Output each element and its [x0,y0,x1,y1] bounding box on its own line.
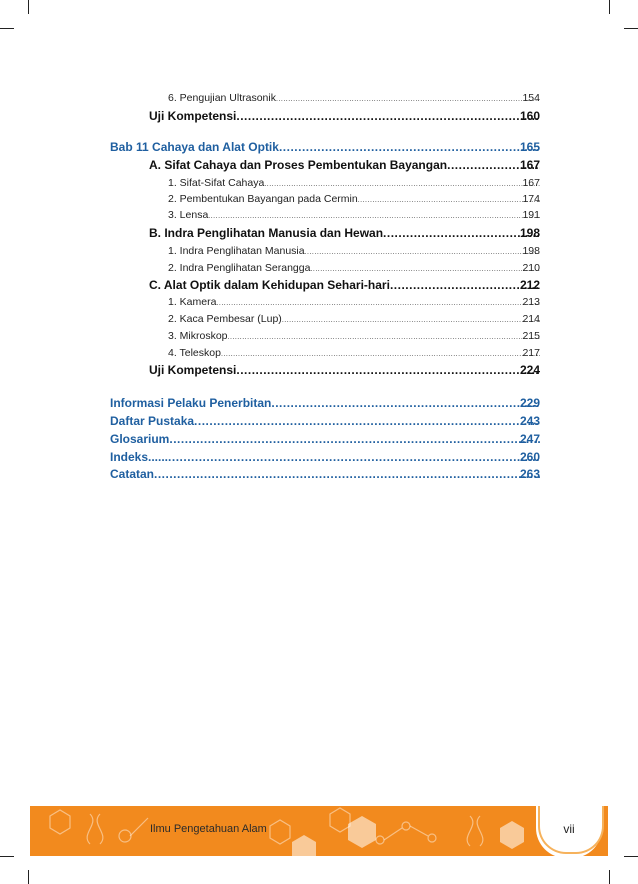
toc-entry-label: 6. Pengujian Ultrasonik [168,92,276,104]
toc-entry-label: 2. Indra Penglihatan Serangga [168,262,311,274]
toc-entry[interactable] [149,158,540,172]
science-pattern-icon [30,806,608,856]
toc-entry-label: Uji Kompetensi [149,109,237,123]
toc-entry[interactable] [110,396,540,410]
toc-entry-page: 210 [522,262,540,274]
toc-entry[interactable] [110,432,540,446]
toc-entry-label: Glosarium [110,432,170,446]
crop-mark [609,0,610,14]
toc-entry[interactable] [168,209,540,221]
crop-mark [28,870,29,884]
toc-entry[interactable] [168,313,540,325]
crop-mark [624,856,638,857]
toc-entry-page: 263 [519,467,540,481]
toc-entry[interactable] [168,177,540,189]
crop-mark [0,856,14,857]
toc-entry-page: 174 [522,193,540,205]
toc-entry[interactable] [110,450,540,464]
toc-entry[interactable] [149,278,540,292]
toc-entry-label: C. Alat Optik dalam Kehidupan Sehari-hari [149,278,390,292]
toc-entry[interactable] [168,347,540,359]
toc-entry-label: Uji Kompetensi [149,363,237,377]
toc-entry[interactable] [168,296,540,308]
crop-mark [609,870,610,884]
toc-entry[interactable] [168,92,540,104]
toc-entry[interactable] [149,226,540,240]
toc-entry-label: B. Indra Penglihatan Manusia dan Hewan [149,226,384,240]
crop-mark [0,28,14,29]
toc-entry-page: 214 [522,313,540,325]
toc-entry-label: 1. Indra Penglihatan Manusia [168,245,305,257]
page-number: vii [563,822,575,836]
toc-entry-page: 243 [519,414,540,428]
toc-entry-page: 198 [519,226,540,240]
toc-entry-page: 212 [519,278,540,292]
toc-entry-page: 260 [519,450,540,464]
toc-entry-page: 191 [522,209,540,221]
toc-entry-page: 167 [519,158,540,172]
toc-entry-label: Informasi Pelaku Penerbitan [110,396,272,410]
toc-entry-label: 2. Kaca Pembesar (Lup) [168,313,282,325]
toc-entry-page: 229 [519,396,540,410]
toc-entry-label: 3. Lensa [168,209,209,221]
toc-entry-label: Daftar Pustaka [110,414,195,428]
toc-entry-page: 217 [522,347,540,359]
crop-mark [624,28,638,29]
toc-entry[interactable] [110,467,540,481]
footer-band [30,806,608,856]
toc-entry-page: 215 [522,330,540,342]
toc-entry-page: 224 [519,363,540,377]
toc-entry-page: 160 [519,109,540,123]
toc-entry-label: 2. Pembentukan Bayangan pada Cermin [168,193,358,205]
toc-entry-page: 154 [522,92,540,104]
crop-mark [28,0,29,14]
toc-entry-page: 167 [522,177,540,189]
toc-entry[interactable] [110,414,540,428]
toc-entry-page: 165 [519,140,540,154]
toc-entry-label: Indeks...... [110,450,169,464]
toc-entry-page: 213 [522,296,540,308]
toc-entry[interactable] [168,193,540,205]
toc-entry[interactable] [110,140,540,154]
toc-entry[interactable] [149,109,540,123]
toc-entry-page: 247 [519,432,540,446]
toc-entry[interactable] [168,245,540,257]
toc-entry-label: Bab 11 Cahaya dan Alat Optik [110,140,279,154]
toc-entry-label: 1. Kamera [168,296,217,308]
toc-entry-label: Catatan [110,467,155,481]
toc-entry[interactable] [149,363,540,377]
toc-entry-label: 1. Sifat-Sifat Cahaya [168,177,265,189]
book-title: Ilmu Pengetahuan Alam [150,823,267,835]
toc-entry-page: 198 [522,245,540,257]
toc-entry[interactable] [168,330,540,342]
toc-entry-label: 3. Mikroskop [168,330,228,342]
toc-entry-label: A. Sifat Cahaya dan Proses Pembentukan Bayangan [149,158,448,172]
toc-entry[interactable] [168,262,540,274]
toc-entry-label: 4. Teleskop [168,347,221,359]
